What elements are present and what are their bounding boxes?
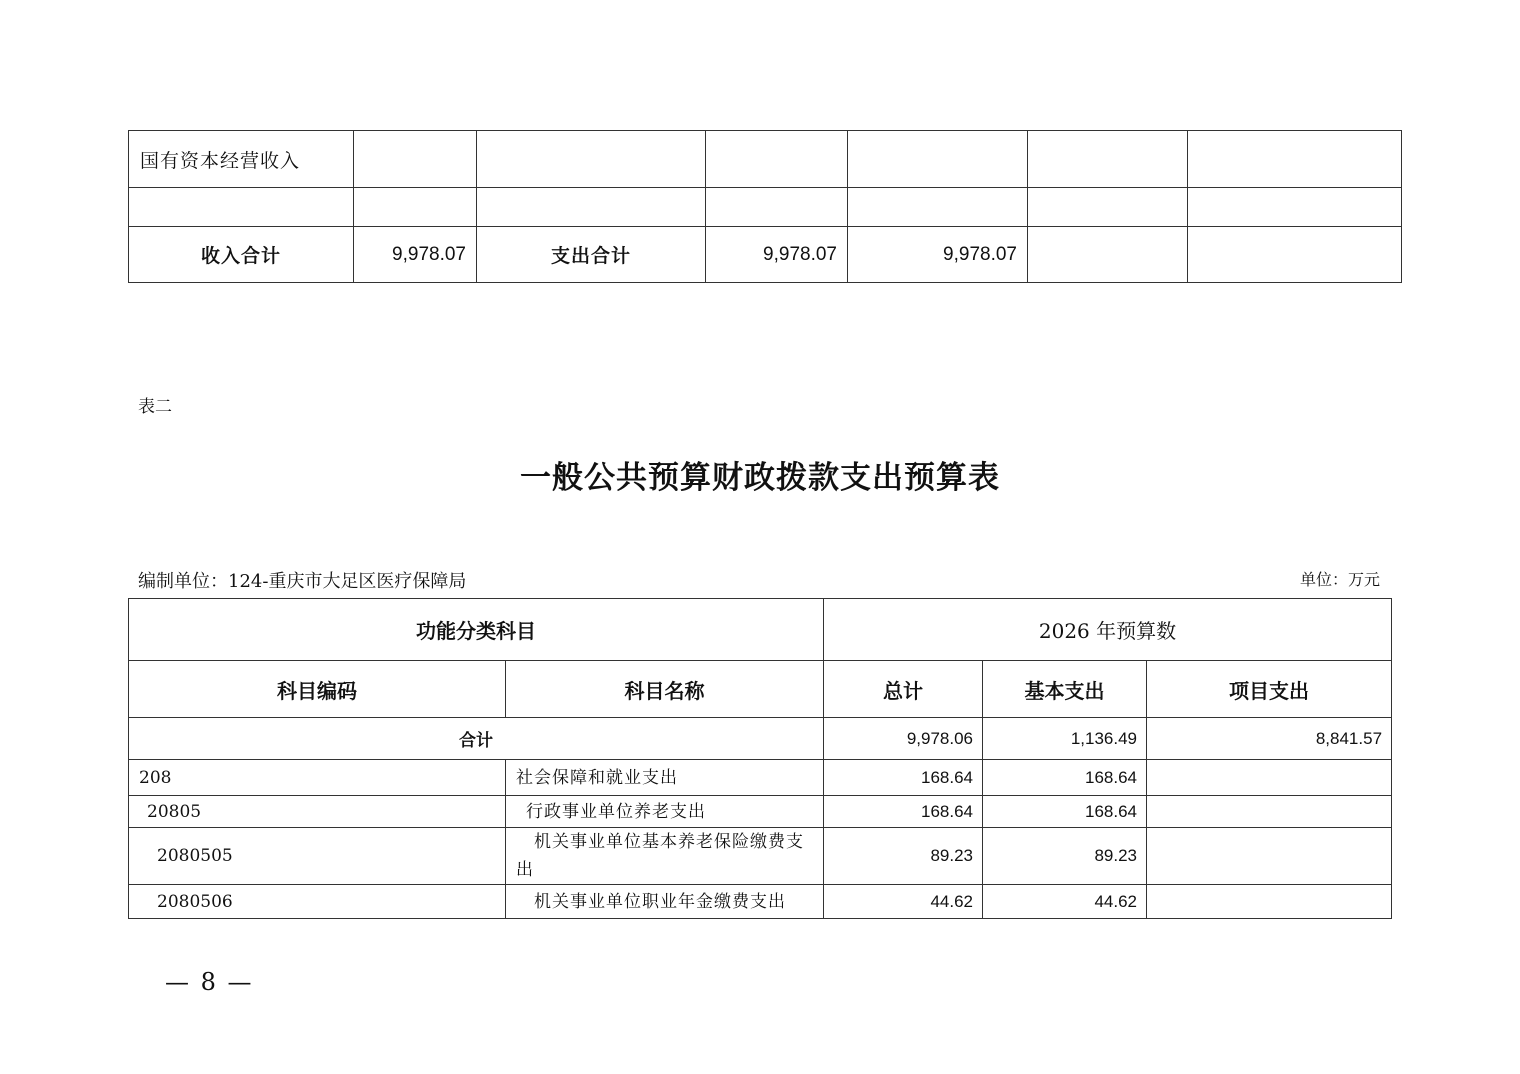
table-row	[129, 188, 1402, 227]
income-total-value: 9,978.07	[354, 227, 477, 283]
row-basic: 44.62	[983, 885, 1147, 919]
organization-label: 编制单位：124-重庆市大足区医疗保障局	[138, 571, 467, 592]
section-label: 表二	[138, 397, 172, 417]
header-function-category: 功能分类科目	[129, 599, 824, 661]
unit-label: 单位：万元	[1299, 570, 1380, 589]
subject-code: 208	[129, 760, 506, 796]
column-header-code: 科目编码	[129, 661, 506, 718]
subject-code: 2080506	[129, 885, 506, 919]
subject-code: 20805	[129, 796, 506, 828]
row-project	[1147, 760, 1392, 796]
table-row	[129, 131, 1402, 188]
expense-total-value: 9,978.07	[848, 227, 1028, 283]
income-total-label: 收入合计	[129, 227, 354, 283]
row-basic: 168.64	[983, 760, 1147, 796]
expense-total-value: 9,978.07	[706, 227, 848, 283]
row-project	[1147, 885, 1392, 919]
row-project	[1147, 796, 1392, 828]
header-budget-year: 2026 年预算数	[824, 599, 1392, 661]
subject-code: 2080505	[129, 828, 506, 885]
column-header-basic: 基本支出	[983, 661, 1147, 718]
subject-name: 机关事业单位职业年金缴费支出	[506, 885, 824, 919]
state-capital-income-label: 国有资本经营收入	[129, 131, 354, 188]
row-total: 168.64	[824, 796, 983, 828]
row-total: 168.64	[824, 760, 983, 796]
header-row	[129, 661, 1392, 718]
subject-name: 行政事业单位养老支出	[506, 796, 824, 828]
page-title: 一般公共预算财政拨款支出预算表	[520, 460, 1000, 496]
header-row	[129, 599, 1392, 661]
row-project	[1147, 828, 1392, 885]
total-basic-value: 1,136.49	[983, 718, 1147, 760]
subject-name: 机关事业单位基本养老保险缴费支出	[506, 828, 824, 885]
subject-name: 社会保障和就业支出	[506, 760, 824, 796]
table-row	[129, 828, 1392, 885]
table-row	[129, 796, 1392, 828]
row-total: 89.23	[824, 828, 983, 885]
total-row	[129, 227, 1402, 283]
column-header-project: 项目支出	[1147, 661, 1392, 718]
total-project-value: 8,841.57	[1147, 718, 1392, 760]
table-row	[129, 885, 1392, 919]
column-header-total: 总计	[824, 661, 983, 718]
total-label: 合计	[129, 718, 824, 760]
row-basic: 168.64	[983, 796, 1147, 828]
column-header-name: 科目名称	[506, 661, 824, 718]
budget-expense-table	[128, 598, 1392, 919]
income-expense-summary-table	[128, 130, 1402, 283]
expense-total-label: 支出合计	[477, 227, 706, 283]
total-value: 9,978.06	[824, 718, 983, 760]
row-total: 44.62	[824, 885, 983, 919]
total-row	[129, 718, 1392, 760]
page-number: — 8 —	[165, 968, 254, 996]
table-row	[129, 760, 1392, 796]
row-basic: 89.23	[983, 828, 1147, 885]
